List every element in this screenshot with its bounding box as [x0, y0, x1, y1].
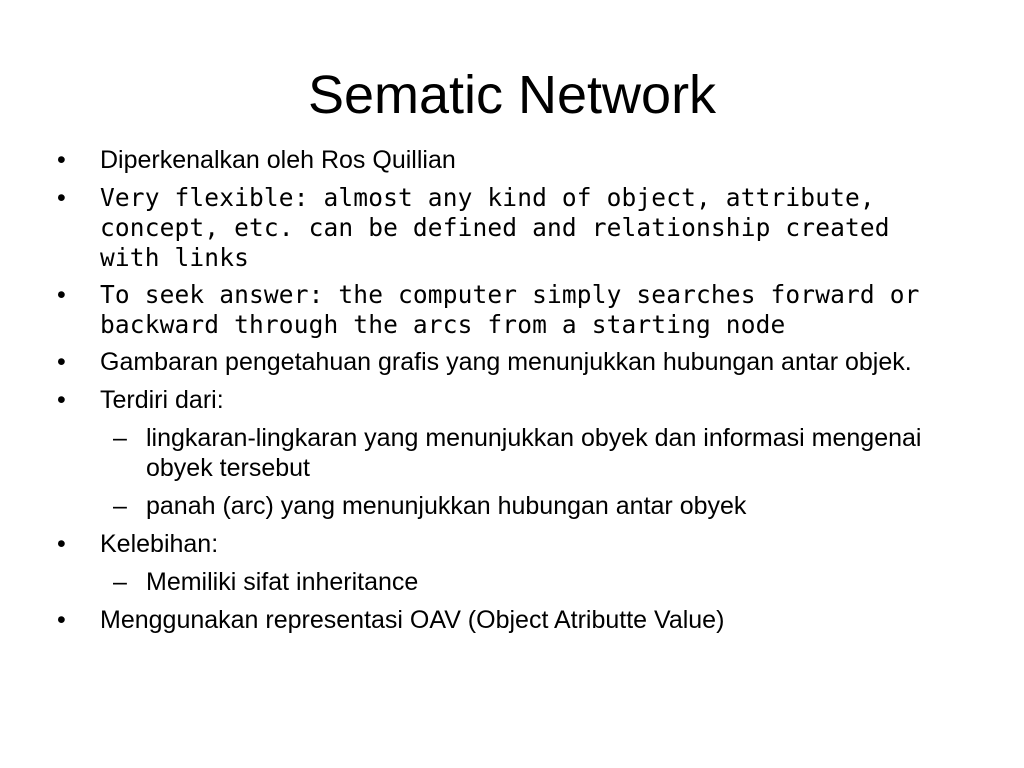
bullet-text: Kelebihan: [100, 530, 219, 558]
bullet-item [57, 280, 957, 340]
bullet-text: To seek answer: the computer simply searches forward or backward through the arcs from a starting node [100, 280, 920, 339]
bullet-text: Terdiri dari: [100, 386, 224, 414]
sub-bullet-text: panah (arc) yang menunjukkan hubungan antar obyek [146, 492, 747, 520]
slide-body [57, 145, 957, 643]
bullet-marker: • [57, 146, 66, 174]
bullet-text: Diperkenalkan oleh Ros Quillian [100, 146, 456, 174]
sub-bullet-text: lingkaran-lingkaran yang menunjukkan obyek dan informasi mengenai obyek tersebut [146, 424, 922, 482]
bullet-item [57, 145, 957, 175]
bullet-marker: • [57, 184, 66, 212]
sub-bullet-marker: – [113, 568, 127, 596]
sub-bullet-item [57, 567, 957, 597]
bullet-item [57, 385, 957, 415]
sub-bullet-marker: – [113, 492, 127, 520]
sub-bullet-item [57, 423, 957, 483]
bullet-text: Very flexible: almost any kind of object, attribute, concept, etc. can be defined and relationship created with links [100, 183, 890, 272]
sub-bullet-marker: – [113, 424, 127, 452]
bullet-item [57, 183, 957, 273]
slide-title: Sematic Network [307, 65, 717, 125]
bullet-item [57, 347, 957, 377]
sub-bullet-text: Memiliki sifat inheritance [146, 568, 419, 596]
bullet-text: Gambaran pengetahuan grafis yang menunjukkan hubungan antar objek. [100, 348, 912, 376]
bullet-marker: • [57, 530, 66, 558]
bullet-marker: • [57, 348, 66, 376]
bullet-marker: • [57, 386, 66, 414]
bullet-item [57, 605, 957, 635]
bullet-item [57, 529, 957, 559]
bullet-marker: • [57, 281, 66, 309]
bullet-text: Menggunakan representasi OAV (Object Atributte Value) [100, 606, 725, 634]
bullet-marker: • [57, 606, 66, 634]
sub-bullet-item [57, 491, 957, 521]
